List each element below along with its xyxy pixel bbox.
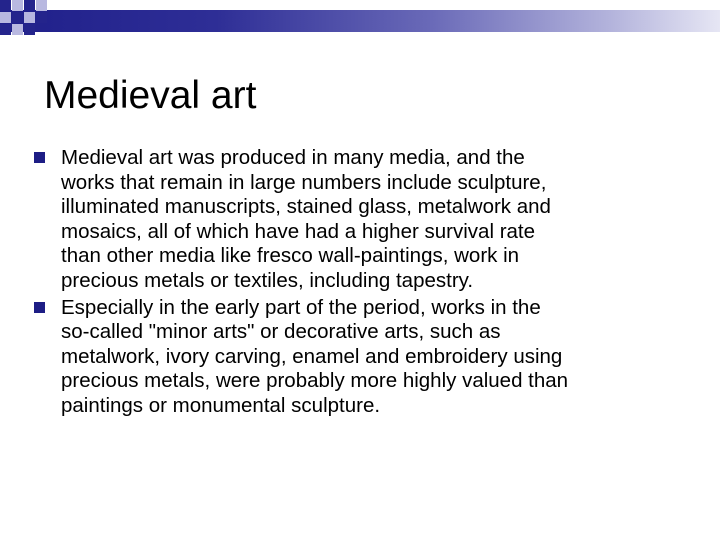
bullet-line: illuminated manuscripts, stained glass, metalwork and bbox=[61, 195, 551, 219]
bullet-line: mosaics, all of which have had a higher survival rate bbox=[61, 219, 536, 243]
bullet-line: works that remain in large numbers include sculpture, bbox=[61, 170, 547, 194]
bullet-line: Medieval art was produced in many media, and the bbox=[61, 146, 525, 169]
square-bullet-icon bbox=[34, 152, 45, 163]
bullet-item bbox=[34, 146, 674, 294]
slide-title: Medieval art bbox=[44, 74, 257, 117]
bullet-line: precious metals, were probably more highly valued than bbox=[61, 369, 569, 393]
bullet-line: paintings or monumental sculpture. bbox=[61, 393, 381, 417]
bullet-line: Especially in the early part of the period, works in the bbox=[61, 295, 541, 319]
bullet-line: metalwork, ivory carving, enamel and embroidery using bbox=[61, 344, 563, 368]
bullet-list bbox=[34, 146, 674, 421]
bullet-line: than other media like fresco wall-paintings, work in bbox=[61, 244, 520, 268]
square-bullet-icon bbox=[34, 302, 45, 313]
bullet-line: so-called "minor arts" or decorative arts, such as bbox=[61, 320, 501, 344]
header-gradient-bar bbox=[0, 10, 720, 32]
checker-squares-icon bbox=[0, 0, 60, 40]
bullet-line: precious metals or textiles, including tapestry. bbox=[61, 268, 474, 292]
bullet-item bbox=[34, 296, 674, 419]
